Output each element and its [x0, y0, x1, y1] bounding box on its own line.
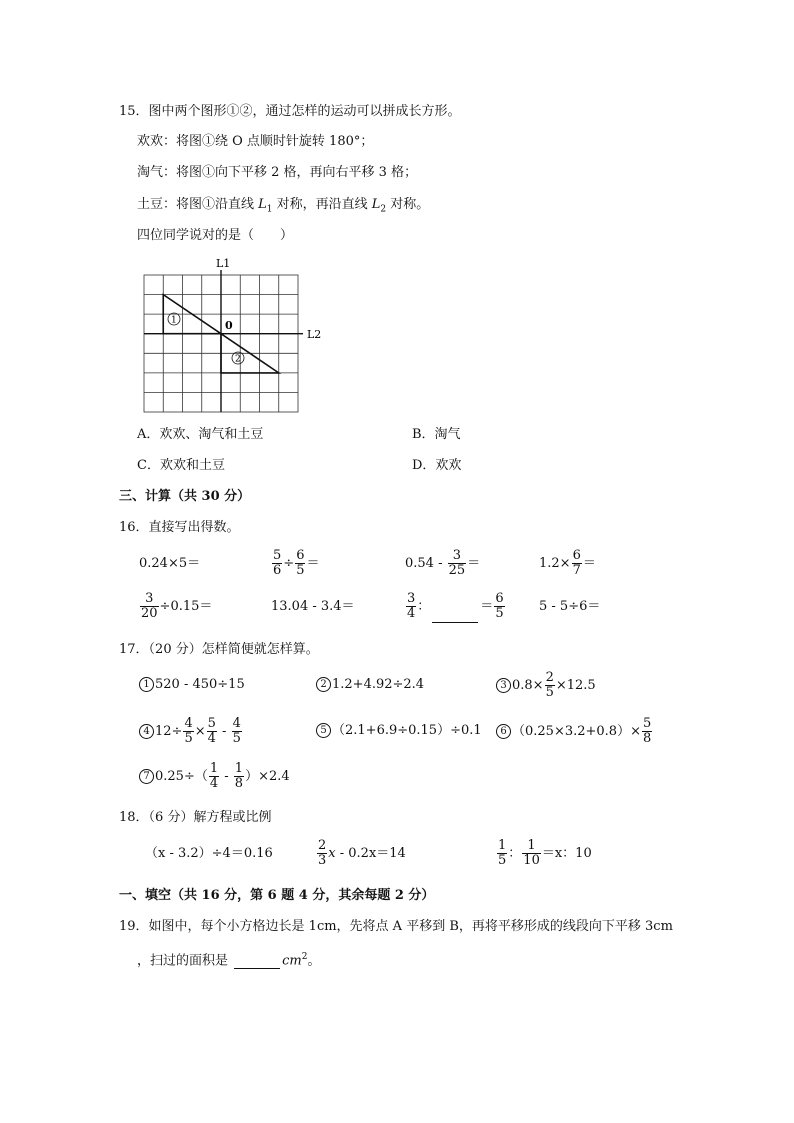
q15-tudou-l2: L — [371, 197, 381, 212]
q15-tudou-l2-sub: 2 — [380, 204, 387, 215]
q15-tudou-b: 对称，再沿直线 — [272, 197, 372, 212]
answer-blank[interactable] — [234, 954, 280, 969]
q16-r2-c: $\frac{3}{4}$ ： ＝ $\frac{6}{5}$ — [407, 591, 504, 621]
label-l1: L1 — [216, 257, 231, 270]
q15-option-b[interactable]: B．淘气 — [412, 427, 461, 442]
frac: $\frac{5}{8}$ — [642, 716, 652, 746]
frac: $\frac{3}{25}$ — [448, 548, 466, 578]
frac: $\frac{5}{4}$ — [207, 716, 216, 746]
q15-tudou-a: 土豆：将图①沿直线 — [137, 197, 259, 212]
q17-e1: 1 520 - 450÷15 — [139, 677, 245, 693]
q15-stem: 15．图中两个图形①②，通过怎样的运动可以拼成长方形。 — [119, 104, 461, 119]
circled-number: 6 — [496, 724, 511, 739]
frac: $\frac{1}{5}$ — [498, 838, 507, 868]
q15-grid-figure — [136, 252, 336, 417]
label-l2: L2 — [307, 328, 322, 341]
label-2: 2 — [235, 354, 241, 365]
circled-number: 4 — [139, 724, 154, 739]
q15-tudou — [137, 197, 429, 218]
circled-number: 1 — [139, 677, 154, 692]
q17-e6: 6 （0.25×3.2+0.8）× $\frac{5}{8}$ — [496, 716, 653, 748]
circled-number: 7 — [139, 769, 154, 784]
q15-huanhuan: 欢欢：将图①绕 O 点顺时针旋转 180°； — [137, 134, 374, 149]
frac: $\frac{2}{5}$ — [545, 670, 554, 700]
label-1: 1 — [171, 315, 177, 326]
frac: $\frac{1}{8}$ — [234, 761, 244, 791]
circled-number: 2 — [316, 677, 331, 692]
q18-a: （x - 3.2）÷4＝0.16 — [145, 846, 273, 861]
q15-option-a[interactable]: A．欢欢、淘气和土豆 — [137, 427, 264, 442]
q17-e4: 4 12÷ $\frac{4}{5}$ × $\frac{5}{4}$ - $\frac{4}{5}$ — [139, 716, 243, 748]
frac: $\frac{6}{5}$ — [495, 591, 504, 621]
q15-tudou-l1-sub: 1 — [266, 204, 273, 215]
frac: $\frac{6}{7}$ — [572, 548, 581, 578]
label-o: 0 — [225, 319, 233, 332]
frac: $\frac{4}{5}$ — [232, 716, 241, 746]
section3-title: 三、计算（共 30 分） — [119, 489, 251, 504]
q17-e5: 5 （2.1+6.9÷0.15）÷0.1 — [316, 723, 482, 739]
q16-r1-a: 0.24×5＝ — [139, 556, 201, 571]
q16-r2-a: $\frac{3}{20}$ ÷0.15＝ — [141, 591, 213, 621]
q15-tudou-l1: L — [258, 197, 267, 212]
q18-stem: 18．（6 分）解方程或比例 — [119, 810, 272, 825]
q16-stem: 16．直接写出得数。 — [119, 520, 240, 535]
q17-e7: 7 0.25÷（ $\frac{1}{4}$ - $\frac{1}{8}$ ）×2.4 — [139, 761, 290, 793]
frac: $\frac{2}{3}$ — [318, 838, 327, 868]
q19-line1: 19．如图中，每个小方格边长是 1cm，先将点 A 平移到 B，再将平移形成的线段向下平移 3cm — [119, 919, 673, 934]
q16-r2-b: 13.04 - 3.4＝ — [271, 599, 355, 614]
circled-number: 5 — [316, 723, 331, 738]
answer-blank[interactable] — [432, 608, 478, 623]
frac: $\frac{3}{4}$ — [407, 591, 416, 621]
q15-taoqi: 淘气：将图①向下平移 2 格，再向右平移 3 格； — [137, 165, 418, 180]
frac: $\frac{1}{10}$ — [523, 838, 540, 868]
q17-stem: 17．（20 分）怎样简便就怎样算。 — [119, 642, 319, 657]
frac: $\frac{3}{20}$ — [141, 591, 158, 621]
q15-option-c[interactable]: C．欢欢和土豆 — [137, 458, 225, 473]
q16-r1-b: $\frac{5}{6}$ ÷ $\frac{6}{5}$ ＝ — [273, 548, 320, 578]
frac: $\frac{4}{5}$ — [184, 716, 193, 746]
q15-option-d[interactable]: D．欢欢 — [412, 458, 462, 473]
q19-line2: ，扫过的面积是 $cm^2$。 — [137, 952, 321, 969]
frac: $\frac{6}{5}$ — [296, 548, 305, 578]
q18-c: $\frac{1}{5}$ ： $\frac{1}{10}$ ＝x：10 — [498, 838, 592, 868]
q17-e3: 3 0.8× $\frac{2}{5}$ ×12.5 — [496, 670, 596, 702]
q16-r1-c: 0.54 - $\frac{3}{25}$ ＝ — [405, 548, 481, 578]
q16-r1-d: 1.2× $\frac{6}{7}$ ＝ — [539, 548, 596, 578]
section1-title: 一、填空（共 16 分，第 6 题 4 分，其余每题 2 分） — [119, 888, 435, 903]
circled-number: 3 — [496, 678, 511, 693]
frac: $\frac{1}{4}$ — [209, 761, 219, 791]
q15-tudou-c: 对称。 — [386, 197, 430, 212]
q15-ask: 四位同学说对的是（ ） — [137, 228, 294, 243]
frac: $\frac{5}{6}$ — [273, 548, 282, 578]
q17-e2: 2 1.2+4.92÷2.4 — [316, 677, 424, 693]
q16-r2-d: 5 - 5÷6＝ — [539, 599, 601, 614]
q18-b: $\frac{2}{3}$ x - 0.2x＝14 — [318, 838, 406, 868]
